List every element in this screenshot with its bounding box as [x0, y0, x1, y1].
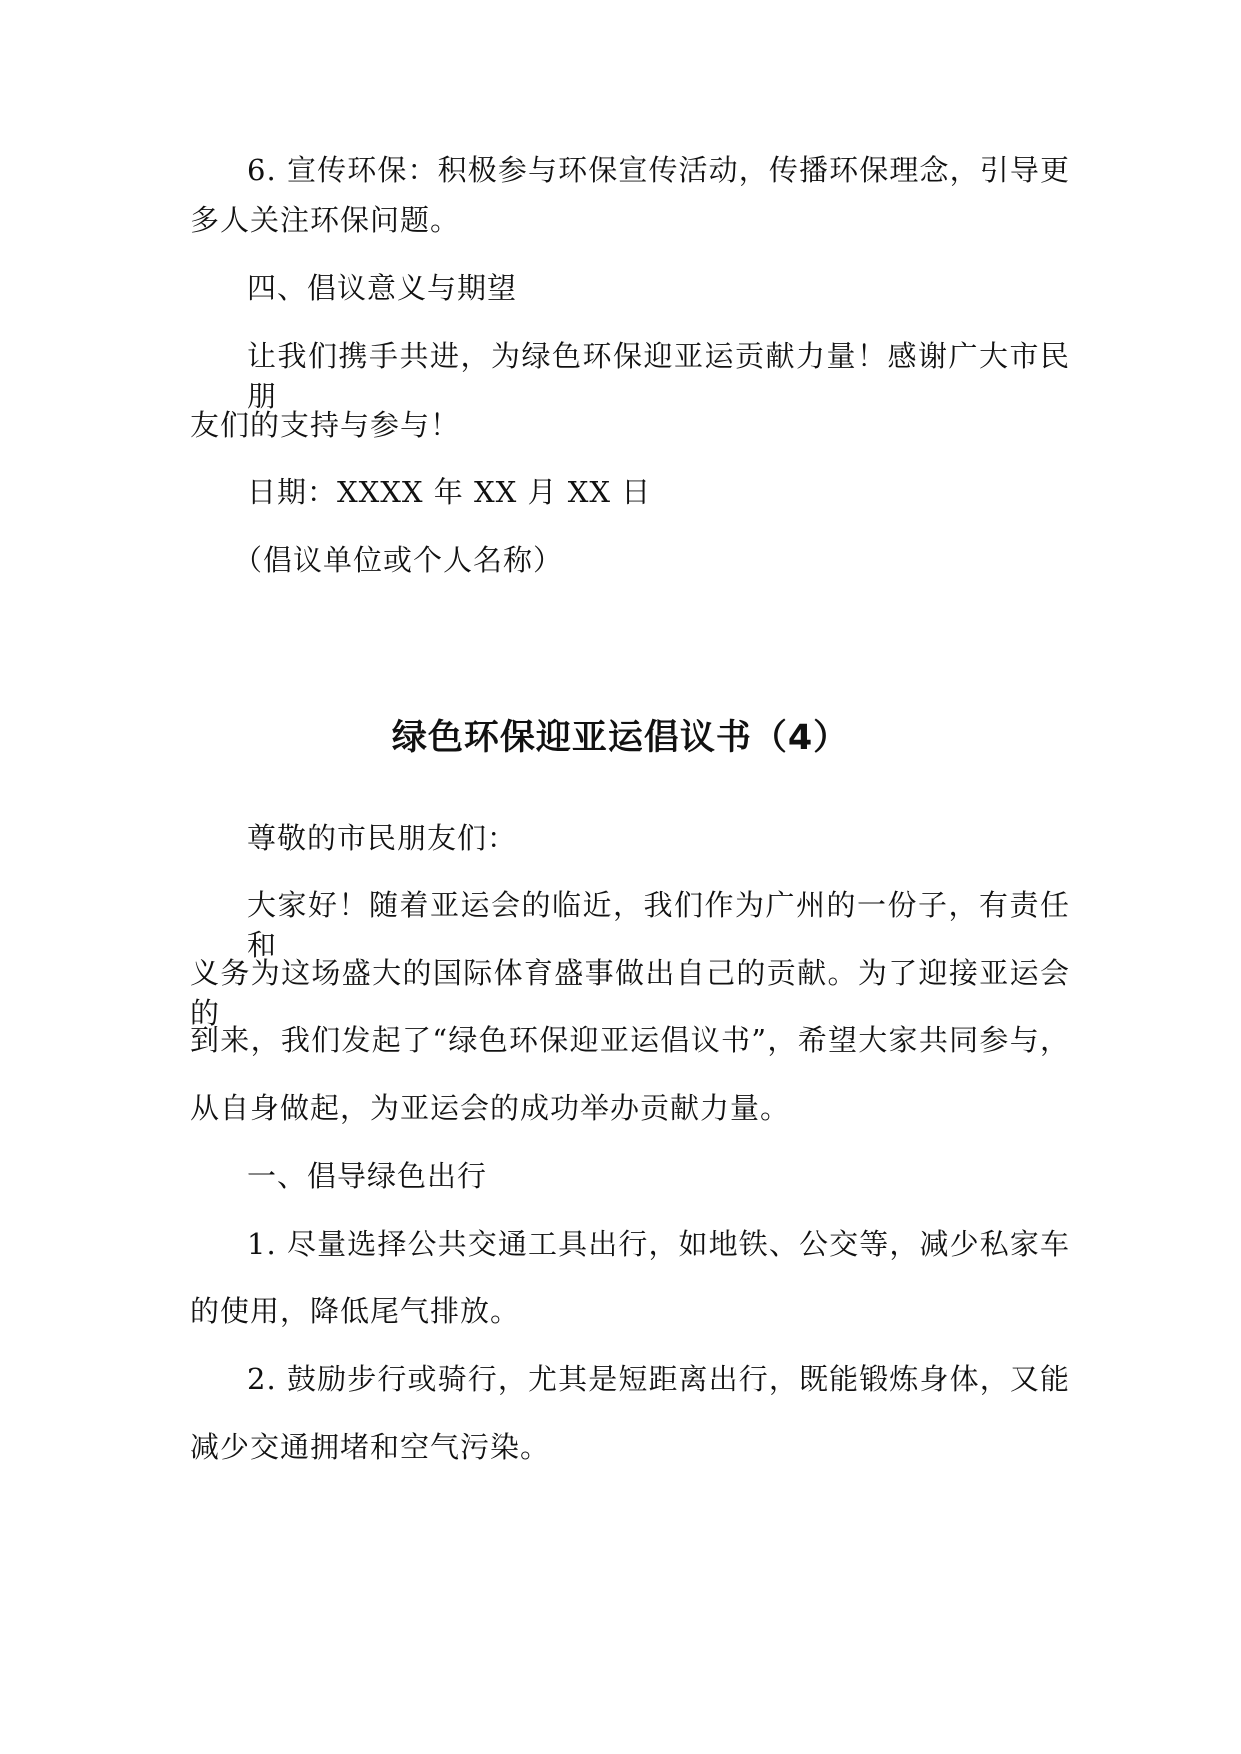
- item6-line-1: 6. 宣传环保：积极参与环保宣传活动，传播环保理念，引导更: [247, 153, 1070, 187]
- intro-line-1: 大家好！随着亚运会的临近，我们作为广州的一份子，有责任和: [247, 888, 1070, 962]
- salutation: 尊敬的市民朋友们：: [247, 821, 518, 855]
- intro-line-2: 义务为这场盛大的国际体育盛事做出自己的贡献。为了迎接亚运会的: [190, 956, 1070, 1030]
- intro-line-3: 到来，我们发起了“绿色环保迎亚运倡议书”，希望大家共同参与，: [190, 1023, 1070, 1057]
- section-heading-4: 四、倡议意义与期望: [247, 271, 518, 305]
- section-heading-1: 一、倡导绿色出行: [247, 1159, 488, 1193]
- date-line: 日期：XXXX 年 XX 月 XX 日: [247, 475, 652, 509]
- item6-line-2: 多人关注环保问题。: [190, 203, 461, 237]
- item1-line-2: 的使用，降低尾气排放。: [190, 1294, 521, 1328]
- item1-line-1: 1. 尽量选择公共交通工具出行，如地铁、公交等，减少私家车: [247, 1227, 1070, 1261]
- closing-line-2: 友们的支持与参与！: [190, 408, 461, 442]
- item2-line-2: 减少交通拥堵和空气污染。: [190, 1430, 551, 1464]
- closing-line-1: 让我们携手共进，为绿色环保迎亚运贡献力量！感谢广大市民朋: [247, 339, 1070, 413]
- signer-line: （倡议单位或个人名称）: [233, 543, 564, 577]
- document-title: 绿色环保迎亚运倡议书（4）: [391, 718, 850, 758]
- intro-line-4: 从自身做起，为亚运会的成功举办贡献力量。: [190, 1091, 791, 1125]
- item2-line-1: 2. 鼓励步行或骑行，尤其是短距离出行，既能锻炼身体，又能: [247, 1362, 1070, 1396]
